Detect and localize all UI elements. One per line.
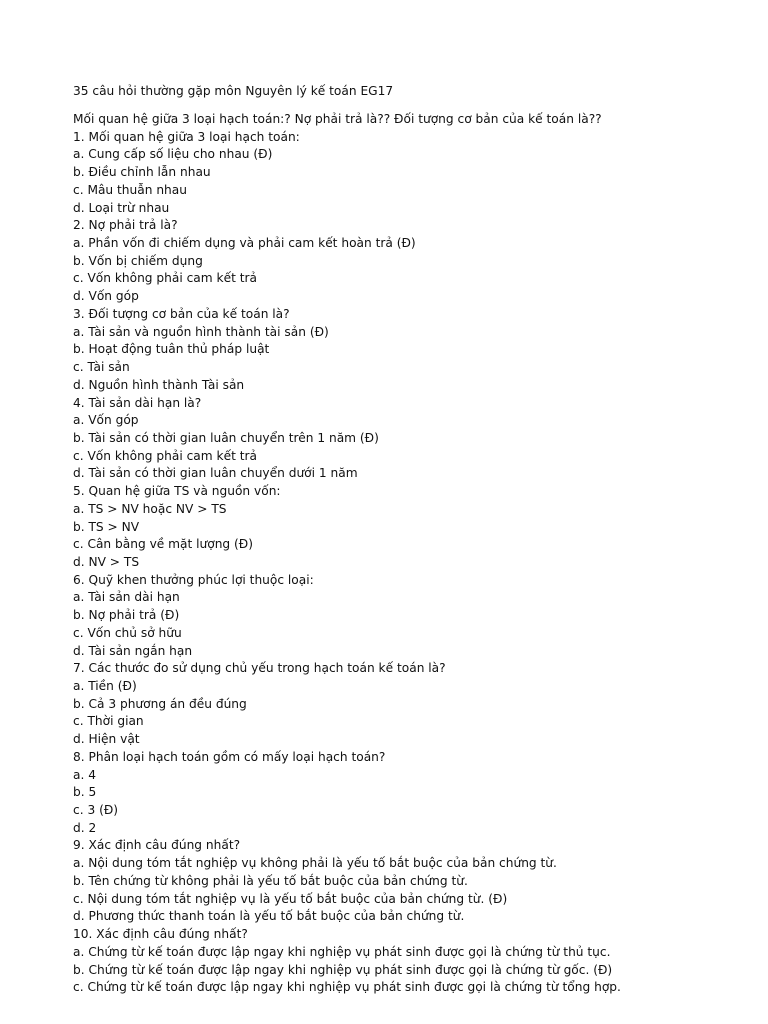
text-line: b. Hoạt động tuân thủ pháp luật: [73, 342, 270, 357]
text-line: a. Tài sản dài hạn: [73, 590, 180, 605]
text-line: b. 5: [73, 785, 97, 800]
text-line: a. Nội dung tóm tắt nghiệp vụ không phải là yếu tố bắt buộc của bản chứng từ.: [73, 856, 557, 871]
text-line: 3. Đối tượng cơ bản của kế toán là?: [73, 306, 290, 321]
text-line: 7. Các thước đo sử dụng chủ yếu trong hạch toán kế toán là?: [73, 661, 446, 676]
text-line: d. Vốn góp: [73, 289, 139, 304]
text-line: b. Cả 3 phương án đều đúng: [73, 696, 247, 711]
text-line: 6. Quỹ khen thưởng phúc lợi thuộc loại:: [73, 572, 314, 587]
text-line: a. Phần vốn đi chiếm dụng và phải cam kết hoàn trả (Đ): [73, 236, 416, 251]
text-line: c. 3 (Đ): [73, 803, 119, 818]
text-line: d. Phương thức thanh toán là yếu tố bắt buộc của bản chứng từ.: [73, 909, 465, 924]
text-line: b. Tên chứng từ không phải là yếu tố bắt buộc của bản chứng từ.: [73, 873, 468, 888]
text-line: a. TS > NV hoặc NV > TS: [73, 501, 227, 516]
text-line: c. Cân bằng về mặt lượng (Đ): [73, 537, 253, 552]
text-line: a. Chứng từ kế toán được lập ngay khi nghiệp vụ phát sinh được gọi là chứng từ thủ tục.: [73, 944, 611, 959]
document-title: 35 câu hỏi thường gặp môn Nguyên lý kế toán EG17: [73, 84, 394, 98]
text-line: d. Loại trừ nhau: [73, 200, 170, 215]
text-line: b. Vốn bị chiếm dụng: [73, 253, 203, 268]
text-line: 4. Tài sản dài hạn là?: [73, 395, 202, 410]
text-line: a. Cung cấp số liệu cho nhau (Đ): [73, 147, 273, 162]
text-line: d. Tài sản ngắn hạn: [73, 643, 193, 658]
text-line: c. Vốn không phải cam kết trả: [73, 448, 257, 463]
text-line: b. Chứng từ kế toán được lập ngay khi nghiệp vụ phát sinh được gọi là chứng từ gốc. (Đ): [73, 962, 613, 977]
text-line: 2. Nợ phải trả là?: [73, 218, 178, 233]
text-line: c. Tài sản: [73, 360, 130, 375]
text-line: b. Nợ phải trả (Đ): [73, 608, 180, 623]
text-line: b. TS > NV: [73, 519, 140, 534]
text-line: 5. Quan hệ giữa TS và nguồn vốn:: [73, 484, 281, 499]
text-line: a. Vốn góp: [73, 413, 139, 428]
document-body: [73, 111, 753, 997]
text-line: a. Tiền (Đ): [73, 679, 137, 693]
text-line: b. Điều chỉnh lẫn nhau: [73, 165, 211, 180]
text-line: Mối quan hệ giữa 3 loại hạch toán:? Nợ phải trả là?? Đối tượng cơ bản của kế toán là??: [73, 112, 602, 126]
text-line: 1. Mối quan hệ giữa 3 loại hạch toán:: [73, 129, 300, 144]
text-line: c. Chứng từ kế toán được lập ngay khi nghiệp vụ phát sinh được gọi là chứng từ tổng hợp.: [73, 980, 621, 995]
text-line: d. 2: [73, 820, 97, 835]
text-line: d. Nguồn hình thành Tài sản: [73, 377, 245, 392]
text-line: d. Tài sản có thời gian luân chuyển dưới 1 năm: [73, 466, 358, 481]
text-line: a. Tài sản và nguồn hình thành tài sản (Đ): [73, 324, 329, 339]
text-line: b. Tài sản có thời gian luân chuyển trên 1 năm (Đ): [73, 430, 379, 445]
text-line: d. NV > TS: [73, 554, 140, 569]
text-line: 9. Xác định câu đúng nhất?: [73, 838, 241, 853]
text-line: c. Vốn không phải cam kết trả: [73, 271, 257, 286]
text-line: 10. Xác định câu đúng nhất?: [73, 927, 248, 942]
document-page: [73, 82, 753, 997]
text-line: c. Mâu thuẫn nhau: [73, 182, 187, 197]
text-line: 8. Phân loại hạch toán gồm có mấy loại hạch toán?: [73, 749, 386, 764]
text-line: c. Vốn chủ sở hữu: [73, 625, 182, 640]
text-line: a. 4: [73, 767, 96, 782]
text-line: d. Hiện vật: [73, 732, 140, 747]
text-line: c. Thời gian: [73, 714, 144, 729]
text-line: c. Nội dung tóm tắt nghiệp vụ là yếu tố bắt buộc của bản chứng từ. (Đ): [73, 891, 508, 906]
